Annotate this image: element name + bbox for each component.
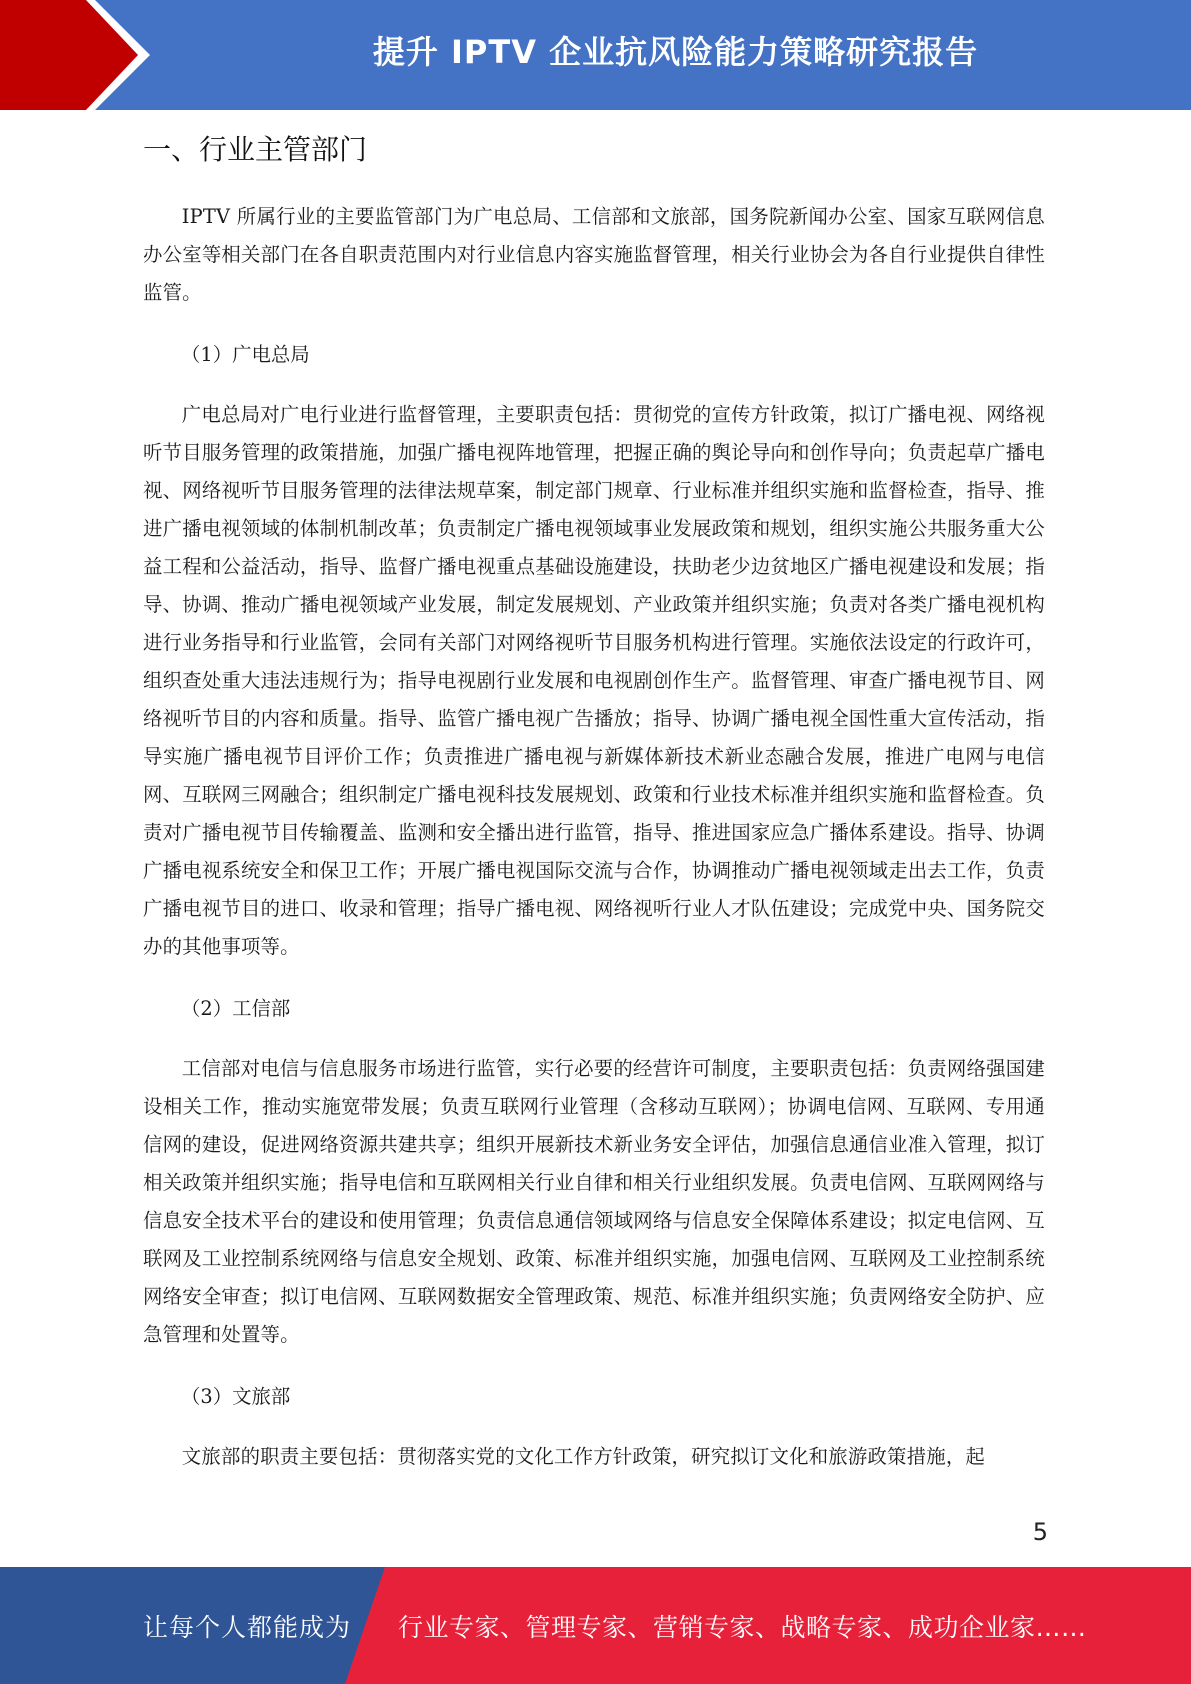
page-footer (0, 1567, 1191, 1684)
subsection-heading-culture-tourism: （3）文旅部 (181, 1385, 291, 1408)
subsection-body-miit: 工信部对电信与信息服务市场进行监管，实行必要的经营许可制度，主要职责包括：负责网络强国建设相关工作，推动实施宽带发展；负责互联网行业管理（含移动互联网）；协调电信网、互联网、专用通信网的建设，促进网络资源共建共享；组织开展新技术新业务安全评估，加强信息通信业准入管理，拟订相关政策并组织实施；指导电信和互联网相关行业自律和相关行业组织发展。负责电信网、互联网网络与信息安全技术平台的建设和使用管理；负责信息通信领域网络与信息安全保障体系建设；拟定电信网、互联网及工业控制系统网络与信息安全规划、政策、标准并组织实施，加强电信网、互联网及工业控制系统网络安全审查；拟订电信网、互联网数据安全管理政策、规范、标准并组织实施；负责网络安全防护、应急管理和处置等。 (143, 1057, 1045, 1346)
subsection-body-culture-tourism: 文旅部的职责主要包括：贯彻落实党的文化工作方针政策，研究拟订文化和旅游政策措施，起 (181, 1445, 986, 1468)
page-number: 5 (1032, 1518, 1048, 1546)
page-header (0, 0, 1191, 110)
main-content (143, 128, 1045, 1500)
subsection-heading-miit: （2）工信部 (181, 997, 291, 1020)
footer-slogan-right: 行业专家、管理专家、营销专家、战略专家、成功企业家…… (398, 1612, 1087, 1642)
report-title: 提升 IPTV 企业抗风险能力策略研究报告 (372, 33, 979, 71)
section-heading: 一、行业主管部门 (143, 133, 368, 166)
subsection-body-sarft: 广电总局对广电行业进行监督管理，主要职责包括：贯彻党的宣传方针政策，拟订广播电视、网络视听节目服务管理的政策措施，加强广播电视阵地管理，把握正确的舆论导向和创作导向；负责起草广播电视、网络视听节目服务管理的法律法规草案，制定部门规章、行业标准并组织实施和监督检查，指导、推进广播电视领域的体制机制改革；负责制定广播电视领域事业发展政策和规划，组织实施公共服务重大公益工程和公益活动，指导、监督广播电视重点基础设施建设，扶助老少边贫地区广播电视建设和发展；指导、协调、推动广播电视领域产业发展，制定发展规划、产业政策并组织实施；负责对各类广播电视机构进行业务指导和行业监管，会同有关部门对网络视听节目服务机构进行管理。实施依法设定的行政许可，组织查处重大违法违规行为；指导电视剧行业发展和电视剧创作生产。监督管理、审查广播电视节目、网络视听节目的内容和质量。指导、监管广播电视广告播放；指导、协调广播电视全国性重大宣传活动，指导实施广播电视节目评价工作；负责推进广播电视与新媒体新技术新业态融合发展，推进广电网与电信网、互联网三网融合；组织制定广播电视科技发展规划、政策和行业技术标准并组织实施和监督检查。负责对广播电视节目传输覆盖、监测和安全播出进行监管，指导、推进国家应急广播体系建设。指导、协调广播电视系统安全和保卫工作；开展广播电视国际交流与合作，协调推动广播电视领域走出去工作，负责广播电视节目的进口、收录和管理；指导广播电视、网络视听行业人才队伍建设；完成党中央、国务院交办的其他事项等。 (143, 403, 1045, 958)
intro-paragraph: IPTV 所属行业的主要监管部门为广电总局、工信部和文旅部，国务院新闻办公室、国家互联网信息办公室等相关部门在各自职责范围内对行业信息内容实施监督管理，相关行业协会为各自行业提供自律性监管。 (143, 205, 1045, 304)
subsection-heading-sarft: （1）广电总局 (181, 343, 310, 366)
footer-slogan-left: 让每个人都能成为 (143, 1612, 352, 1642)
